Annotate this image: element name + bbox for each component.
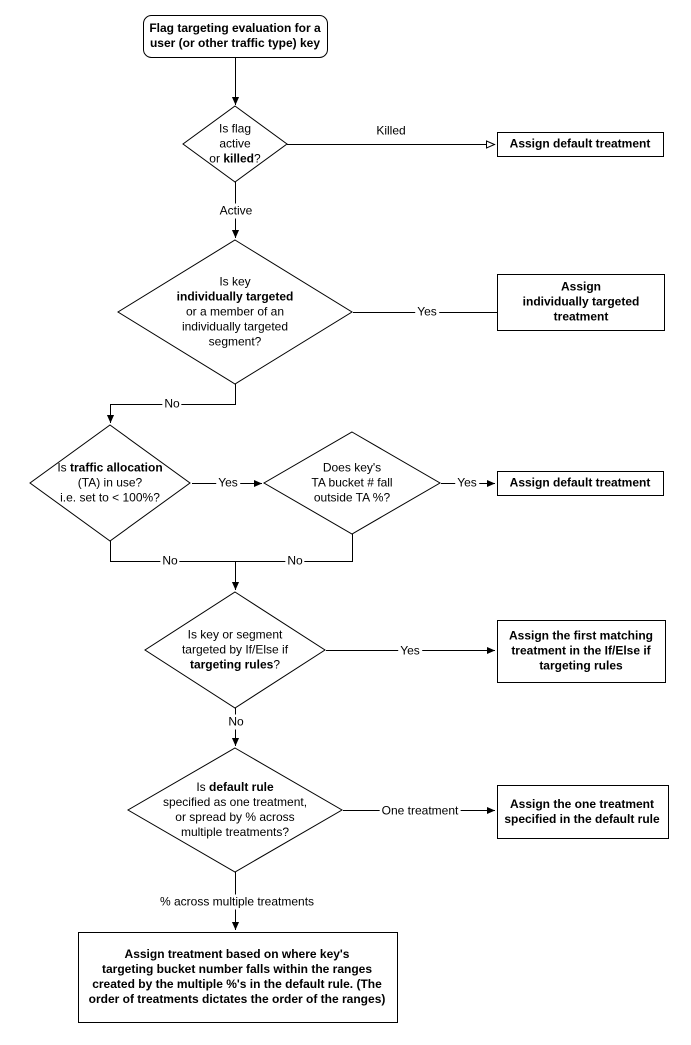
- edge-label-yes-rules: Yes: [400, 643, 420, 658]
- decision-targeting-rules-label: Is key or segment targeted by If/Else if targeting rules?: [181, 627, 289, 672]
- action-assign-default-ta-label: Assign default treatment: [509, 475, 651, 490]
- edge-label-killed: Killed: [376, 123, 406, 138]
- edge-label-no-bucket: No: [287, 553, 303, 568]
- edge-label-no-ta: No: [162, 553, 178, 568]
- decision-flag-active-label: Is flag active or killed?: [209, 121, 261, 166]
- action-assign-bucket-ranges-label: Assign treatment based on where key's targeting bucket number falls within the ranges created by the multiple %'s in the default rule. (The order of treatments dictates the order of the ranges): [88, 947, 386, 1006]
- edge-label-percent-across: % across multiple treatments: [159, 894, 315, 909]
- decision-default-rule-label: Is default rule specified as one treatment, or spread by % across multiple treatments?: [162, 780, 308, 839]
- action-assign-first-matching-label: Assign the first matching treatment in the If/Else if targeting rules: [508, 628, 654, 673]
- decision-individually-targeted-label: Is key individually targeted or a member of an individually targeted segment?: [176, 274, 294, 349]
- action-assign-individually-targeted-label: Assign individually targeted treatment: [522, 279, 640, 324]
- edge-label-no-individual: No: [164, 396, 180, 411]
- edge-label-active: Active: [219, 203, 253, 218]
- action-assign-one-treatment-label: Assign the one treatment specified in the default rule: [504, 797, 660, 826]
- edge-label-yes-bucket: Yes: [457, 475, 477, 490]
- edge-label-yes-ta: Yes: [218, 475, 238, 490]
- edge-label-one-treatment: One treatment: [381, 803, 459, 818]
- start-node-label: Flag targeting evaluation for a user (or other traffic type) key: [149, 21, 321, 50]
- action-assign-default-killed-label: Assign default treatment: [509, 136, 651, 151]
- edge-label-no-rules: No: [228, 714, 244, 729]
- decision-traffic-allocation-label: Is traffic allocation (TA) in use? i.e. set to < 100%?: [57, 460, 163, 505]
- edge-label-yes-individual: Yes: [417, 304, 437, 319]
- decision-ta-bucket-label: Does key's TA bucket # fall outside TA %?: [311, 460, 393, 505]
